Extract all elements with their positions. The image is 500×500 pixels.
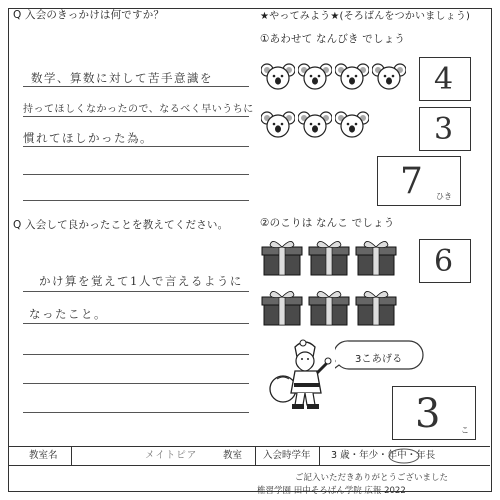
- problem-1-title: ①あわせて なんびき でしょう: [260, 33, 406, 45]
- selected-grade-circle: [387, 448, 421, 464]
- answer-gifts-number: 6: [434, 244, 454, 279]
- koala-icon: [261, 61, 295, 95]
- gift-box-icon: [261, 239, 303, 281]
- classroom-label: 教室名: [29, 450, 58, 461]
- answer-line: [23, 116, 249, 117]
- divider: [319, 447, 320, 465]
- koala-icon: [335, 109, 369, 143]
- answer-row1-number: 4: [434, 62, 454, 97]
- divider: [71, 447, 72, 465]
- answer-line: [23, 354, 249, 355]
- remaining-box: [392, 386, 476, 440]
- remaining-unit: こ: [461, 426, 469, 435]
- answer-line: [23, 323, 249, 324]
- answer-line: [23, 383, 249, 384]
- gift-box-icon: [355, 239, 397, 281]
- koala-row-1: [261, 61, 421, 91]
- publisher-text: 椎習学園 田中そろばん学院 広報 2022: [257, 486, 406, 496]
- question-2: Q 入会して良かったことを教えてください。: [13, 219, 229, 231]
- speech-text: 3こあげる: [355, 354, 403, 365]
- answer-line: [23, 291, 249, 292]
- total-box: [377, 156, 461, 206]
- answer-box-row1: [419, 57, 471, 101]
- gift-grid: [261, 239, 405, 339]
- answer-2-line-2: なったこと。: [29, 307, 107, 321]
- remaining-number: 3: [415, 391, 441, 437]
- answer-1-line-2: 持ってほしくなかったので、なるべく早いうちに: [23, 104, 254, 115]
- santa-illustration: [267, 339, 335, 411]
- koala-icon: [335, 61, 369, 95]
- thanks-text: ご記入いただきありがとうございました: [295, 473, 449, 483]
- answer-line: [23, 174, 249, 175]
- answer-box-row2: [419, 107, 471, 151]
- gift-box-icon: [308, 239, 350, 281]
- info-table: [9, 446, 490, 466]
- total-number: 7: [400, 161, 423, 202]
- survey-sheet: [8, 8, 492, 496]
- answer-line: [23, 200, 249, 201]
- answer-line: [23, 146, 249, 147]
- answer-line: [23, 86, 249, 87]
- answer-1-line-1: 数学、算数に対して苦手意識を: [31, 71, 213, 85]
- join-grade-label: 入会時学年: [263, 450, 311, 461]
- answer-box-gifts: [419, 239, 471, 283]
- answer-row2-number: 3: [434, 112, 454, 147]
- koala-icon: [298, 61, 332, 95]
- answer-line: [23, 412, 249, 413]
- koala-icon: [261, 109, 295, 143]
- gift-box-icon: [355, 289, 397, 331]
- total-unit: ひき: [436, 192, 452, 201]
- exercise-header: ★やってみよう★(そろばんをつかいましょう): [260, 11, 471, 22]
- divider: [255, 447, 256, 465]
- join-grade-options: 3 歳・年少・年中・年長: [331, 450, 436, 461]
- koala-icon: [298, 109, 332, 143]
- gift-box-icon: [308, 289, 350, 331]
- answer-1-line-3: 慣れてほしかった為。: [23, 131, 153, 145]
- koala-icon: [372, 61, 406, 95]
- koala-row-2: [261, 109, 421, 139]
- classroom-value: メイトピア: [145, 450, 198, 461]
- classroom-suffix: 教室: [223, 450, 243, 461]
- answer-2-line-1: かけ算を覚えて1人で言えるように: [39, 274, 243, 288]
- question-1: Q 入会のきっかけは何ですか？: [13, 9, 165, 21]
- problem-2-title: ②のこりは なんこ でしょう: [260, 217, 395, 229]
- gift-box-icon: [261, 289, 303, 331]
